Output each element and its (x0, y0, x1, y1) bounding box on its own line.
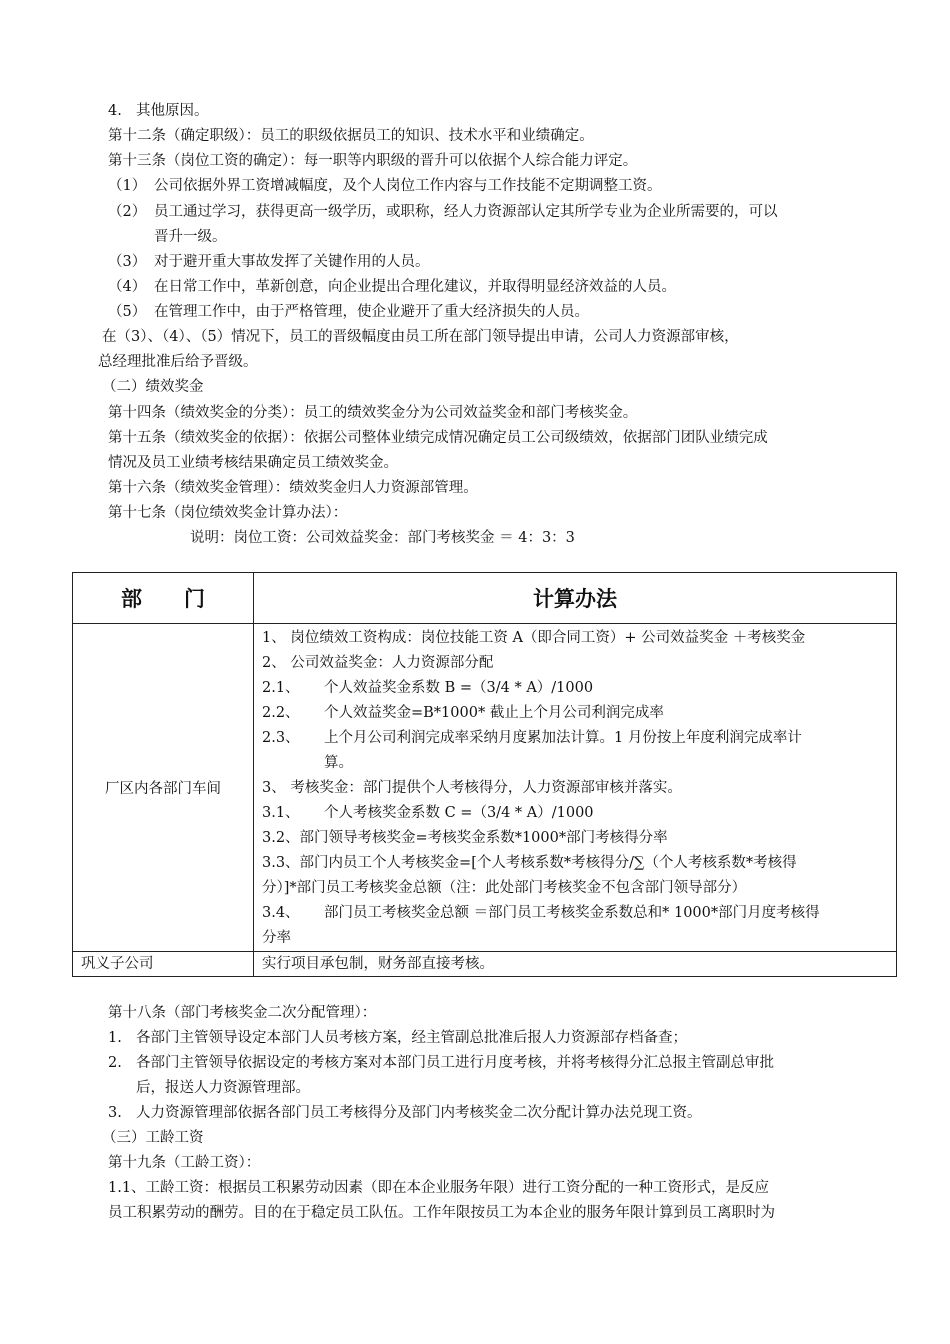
article-18-item-1 (108, 1028, 687, 1048)
department-cell: 厂区内各部门车间 (73, 624, 254, 952)
article-18-item-2 (108, 1053, 774, 1073)
method-index: 2.1、 (262, 680, 300, 696)
ratio-note: 说明：岗位工资：公司效益奖金：部门考核奖金 ＝ 4：3：3 (190, 530, 575, 546)
article-19-1-line-1: 1.1、工龄工资：根据员工积累劳动因素（即在本企业服务年限）进行工资分配的一种工资形式，是反应 (108, 1180, 770, 1196)
article-18-item-2-continued: 后，报送人力资源管理部。 (136, 1080, 310, 1096)
item-text: 人力资源管理部依据各部门员工考核得分及部门内考核奖金二次分配计算办法兑现工资。 (136, 1105, 702, 1121)
promotion-note-line-2: 总经理批准后给予晋级。 (98, 354, 258, 370)
method-line: 1、 岗位绩效工资构成：岗位技能工资 A（即合同工资）+ 公司效益奖金 ＋考核奖金 (262, 630, 806, 646)
condition-text: 员工通过学习，获得更高一级学历，或职称，经人力资源部认定其所学专业为企业所需要的，可以 (154, 204, 778, 220)
condition-4 (108, 277, 676, 297)
method-line: 3、 考核奖金：部门提供个人考核得分，人力资源部审核并落实。 (262, 780, 682, 796)
item-text: 各部门主管领导依据设定的考核方案对本部门员工进行月度考核，并将考核得分汇总报主管副总审批 (136, 1055, 774, 1071)
article-12: 第十二条（确定职级）：员工的职级依据员工的知识、技术水平和业绩确定。 (108, 128, 594, 144)
article-18: 第十八条（部门考核奖金二次分配管理）： (108, 1005, 377, 1021)
section-performance-bonus: （二）绩效奖金 (102, 379, 204, 395)
item-number: 4. (108, 103, 122, 119)
method-line: 2、 公司效益奖金：人力资源部分配 (262, 655, 494, 671)
article-15-line-1: 第十五条（绩效奖金的依据）：依据公司整体业绩完成情况确定员工公司级绩效，依据部门团队业绩完成 (108, 430, 768, 446)
item-text: 其他原因。 (136, 103, 209, 119)
article-19-1-line-2: 员工积累劳动的酬劳。目的在于稳定员工队伍。工作年限按员工为本企业的服务年限计算到员工离职时为 (108, 1205, 775, 1221)
condition-1 (108, 176, 662, 196)
promotion-note-line-1: 在（3）、（4）、（5）情况下，员工的晋级幅度由员工所在部门领导提出申请，公司人力资源部审核， (102, 329, 739, 345)
method-line: 分）]*部门员工考核奖金总额（注：此处部门考核奖金不包含部门领导部分） (262, 880, 747, 896)
condition-5 (108, 302, 589, 322)
condition-number: （4） (108, 279, 147, 295)
article-15-line-2: 情况及员工业绩考核结果确定员工绩效奖金。 (108, 455, 398, 471)
item-number: 1. (108, 1030, 122, 1046)
header-method: 计算办法 (254, 573, 897, 624)
section-seniority-pay: （三）工龄工资 (102, 1130, 204, 1146)
article-17: 第十七条（岗位绩效奖金计算办法）： (108, 505, 348, 521)
table-header-row (73, 573, 897, 624)
method-index: 2.3、 (262, 730, 300, 746)
condition-text: 在管理工作中，由于严格管理，使企业避开了重大经济损失的人员。 (154, 304, 589, 320)
header-department: 部 门 (73, 573, 254, 624)
condition-number: （2） (108, 204, 147, 220)
item-number: 2. (108, 1055, 122, 1071)
item-4 (108, 101, 209, 121)
article-14: 第十四条（绩效奖金的分类）：员工的绩效奖金分为公司效益奖金和部门考核奖金。 (108, 405, 638, 421)
method-index: 2.2、 (262, 705, 300, 721)
method-line: 2.2、 个人效益奖金=B*1000* 截止上个月公司利润完成率 (254, 701, 896, 726)
department-cell: 巩义子公司 (73, 952, 254, 977)
condition-number: （1） (108, 178, 147, 194)
table-row (73, 952, 897, 977)
method-line: 2.1、 个人效益奖金系数 B =（3/4 * A）/1000 (254, 676, 896, 701)
item-text: 各部门主管领导设定本部门人员考核方案，经主管副总批准后报人力资源部存档备查； (136, 1030, 687, 1046)
condition-number: （3） (108, 254, 147, 270)
condition-text: 对于避开重大事故发挥了关键作用的人员。 (154, 254, 430, 270)
condition-text: 在日常工作中，革新创意，向企业提出合理化建议，并取得明显经济效益的人员。 (154, 279, 676, 295)
condition-text: 公司依据外界工资增减幅度，及个人岗位工作内容与工作技能不定期调整工资。 (154, 178, 662, 194)
condition-number: （5） (108, 304, 147, 320)
method-index: 3.4、 (262, 905, 300, 921)
method-line: 3.1、 个人考核奖金系数 C =（3/4 * A）/1000 (254, 801, 896, 826)
article-16: 第十六条（绩效奖金管理）：绩效奖金归人力资源部管理。 (108, 480, 478, 496)
method-line: 2.3、 上个月公司利润完成率采纳月度累加法计算。1 月份按上年度利润完成率计 (254, 726, 896, 751)
method-cell: 实行项目承包制，财务部直接考核。 (254, 952, 897, 977)
bonus-calculation-table (72, 572, 897, 977)
method-line: 3.2、部门领导考核奖金=考核奖金系数*1000*部门考核得分率 (262, 830, 668, 846)
item-number: 3. (108, 1105, 122, 1121)
condition-2 (108, 202, 778, 222)
article-19: 第十九条（工龄工资）： (108, 1155, 261, 1171)
method-line: 分率 (262, 930, 291, 946)
method-line: 3.4、 部门员工考核奖金总额 ＝部门员工考核奖金系数总和* 1000*部门月度考核得 (254, 901, 896, 926)
article-13: 第十三条（岗位工资的确定）：每一职等内职级的晋升可以依据个人综合能力评定。 (108, 153, 638, 169)
method-cell (254, 624, 897, 952)
method-index: 3.1、 (262, 805, 300, 821)
table-row (73, 624, 897, 952)
article-18-item-3 (108, 1103, 702, 1123)
method-line-continued: 算。 (324, 755, 353, 771)
condition-3 (108, 252, 430, 272)
method-line: 3.3、部门内员工个人考核奖金=[个人考核系数*考核得分/∑（个人考核系数*考核得 (262, 855, 797, 871)
condition-2-continued: 晋升一级。 (154, 229, 227, 245)
